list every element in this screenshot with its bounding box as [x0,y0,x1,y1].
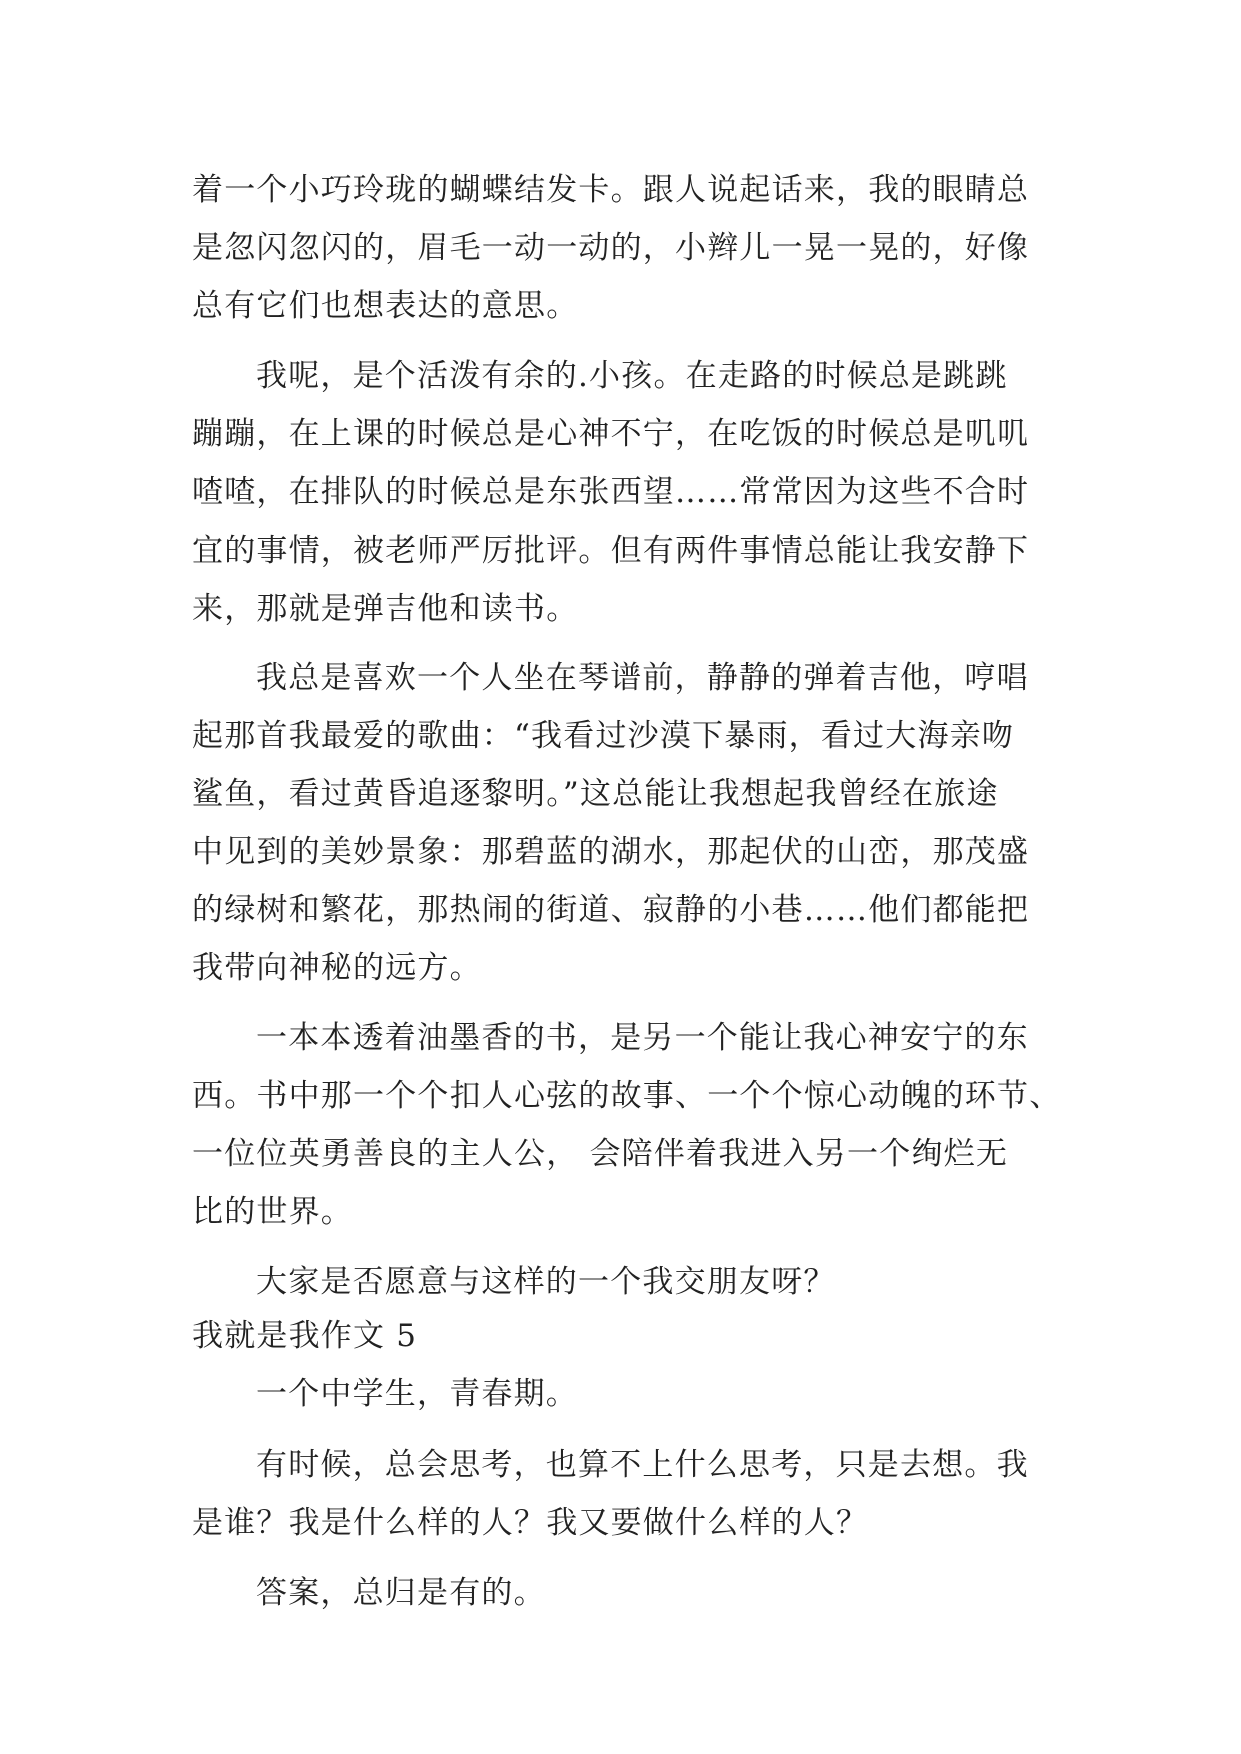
text-line-4: 我呢，是个活泼有余的.小孩。在走路的时候总是跳跳 [256,358,1008,394]
text-line-13: 的绿树和繁花，那热闹的街道、寂静的小巷……他们都能把 [192,892,1030,928]
text-line-23: 是谁？我是什么样的人？我又要做什么样的人？ [192,1505,869,1541]
text-line-11: 鲨鱼，看过黄昏追逐黎明。”这总能让我想起我曾经在旅途 [192,776,999,812]
text-line-19: 大家是否愿意与这样的一个我交朋友呀？ [256,1264,836,1300]
text-line-2: 是忽闪忽闪的，眉毛一动一动的，小辫儿一晃一晃的，好像 [192,230,1030,266]
text-line-14: 我带向神秘的远方。 [192,950,482,986]
text-line-3: 总有它们也想表达的意思。 [192,288,579,324]
text-line-22: 有时候，总会思考，也算不上什么思考，只是去想。我 [256,1447,1029,1483]
text-line-9: 我总是喜欢一个人坐在琴谱前，静静的弹着吉他，哼唱 [256,660,1029,696]
text-line-21: 一个中学生，青春期。 [256,1376,578,1412]
text-line-24: 答案，总归是有的。 [256,1575,546,1611]
text-line-6: 喳喳，在排队的时候总是东张西望……常常因为这些不合时 [192,474,1030,510]
text-line-8: 来，那就是弹吉他和读书。 [192,591,579,627]
section-heading: 我就是我作文 5 [192,1318,418,1354]
text-line-10: 起那首我最爱的歌曲：“我看过沙漠下暴雨，看过大海亲吻 [192,718,1015,754]
text-line-5: 蹦蹦，在上课的时候总是心神不宁，在吃饭的时候总是叽叽 [192,416,1030,452]
text-line-15: 一本本透着油墨香的书，是另一个能让我心神安宁的东 [256,1020,1029,1056]
text-line-17: 一位位英勇善良的主人公， 会陪伴着我进入另一个绚烂无 [192,1136,1009,1172]
text-line-7: 宜的事情，被老师严厉批评。但有两件事情总能让我安静下 [192,533,1030,569]
text-line-18: 比的世界。 [192,1194,353,1230]
text-line-1: 着一个小巧玲珑的蝴蝶结发卡。跟人说起话来，我的眼睛总 [192,172,1030,208]
text-line-12: 中见到的美妙景象：那碧蓝的湖水，那起伏的山峦，那茂盛 [192,834,1030,870]
text-line-16: 西。书中那一个个扣人心弦的故事、一个个惊心动魄的环节、 [192,1078,1062,1114]
